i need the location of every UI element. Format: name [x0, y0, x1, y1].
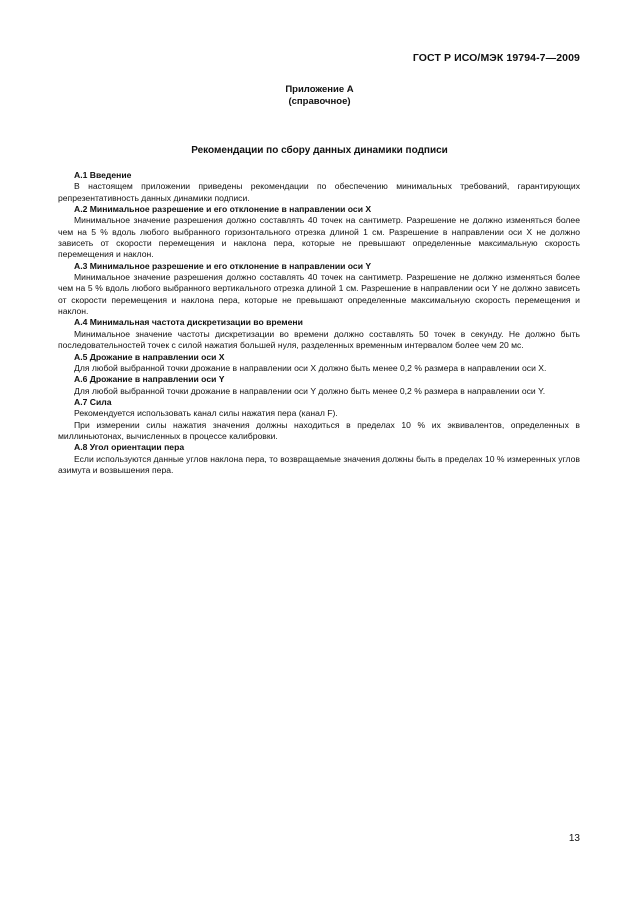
standard-number: ГОСТ Р ИСО/МЭК 19794-7—2009 [412, 52, 580, 64]
paragraph: Минимальное значение разрешения должно составлять 40 точек на сантиметр. Разрешение не должно изменяться более чем на 5 % вдоль любого выбранного вертикального отрезка длиной 1 см. Разрешение в направлении оси Y не должно зависеть от скорости перемещения и наклона пера, которые не превышают определенные максимальную скорость перемещения и наклон. [58, 272, 580, 317]
section-a7 [58, 397, 580, 442]
paragraph: Для любой выбранной точки дрожание в направлении оси X должно быть менее 0,2 % размера в направлении оси X. [74, 362, 547, 373]
paragraph: Рекомендуется использовать канал силы нажатия пера (канал F). [74, 408, 338, 419]
section-a4 [58, 317, 580, 351]
paragraph: Минимальное значение частоты дискретизации во времени должно составлять 50 точек в секунду. Не должно быть последовательностей точек с силой нажатия большей нуля, разделенных временным интервалом более чем 20 мс. [58, 328, 580, 351]
section-heading: А.4 Минимальная частота дискретизации во времени [74, 317, 303, 328]
section-a8 [58, 442, 580, 476]
section-heading: А.2 Минимальное разрешение и его отклонение в направлении оси X [74, 204, 372, 215]
paragraph: В настоящем приложении приведены рекомендации по обеспечению минимальных требований, гарантирующих репрезентативность данных динамики подписи. [58, 181, 580, 203]
annex-heading [0, 84, 639, 108]
section-a3 [58, 261, 580, 318]
paragraph: При измерении силы нажатия значения должны находиться в пределах 10 % их эквивалентов, определенных в миллиньютонах, вычисленных в процессе калибровки. [58, 419, 580, 441]
section-heading: А.6 Дрожание в направлении оси Y [74, 374, 225, 385]
page-number: 13 [568, 833, 580, 844]
annex-type: (справочное) [288, 96, 351, 107]
section-heading: А.7 Сила [74, 396, 112, 407]
section-a1 [58, 170, 580, 204]
section-heading: А.8 Угол ориентации пера [74, 442, 185, 453]
section-heading: А.5 Дрожание в направлении оси X [74, 351, 225, 362]
annex-title: Рекомендации по сбору данных динамики подписи [191, 145, 448, 156]
section-heading: А.3 Минимальное разрешение и его отклонение в направлении оси Y [74, 260, 372, 271]
section-a2 [58, 204, 580, 261]
section-a5 [58, 352, 580, 375]
section-heading: А.1 Введение [74, 170, 132, 180]
paragraph: Для любой выбранной точки дрожание в направлении оси Y должно быть менее 0,2 % размера в направлении оси Y. [74, 385, 546, 396]
paragraph: Если используются данные углов наклона пера, то возвращаемые значения должны быть в пределах 10 % измеренных углов азимута и возвышения пера. [58, 453, 580, 475]
annex-body [58, 170, 580, 476]
section-a6 [58, 374, 580, 397]
annex-name: Приложение А [285, 84, 354, 95]
paragraph: Минимальное значение разрешения должно составлять 40 точек на сантиметр. Разрешение не должно изменяться более чем на 5 % вдоль любого выбранного горизонтального отрезка длиной 1 см. Разрешение в направлении оси X не должно зависеть от скорости перемещения и наклона пера, которые не превышают определенные максимальную скорость перемещения и наклон. [58, 215, 580, 260]
